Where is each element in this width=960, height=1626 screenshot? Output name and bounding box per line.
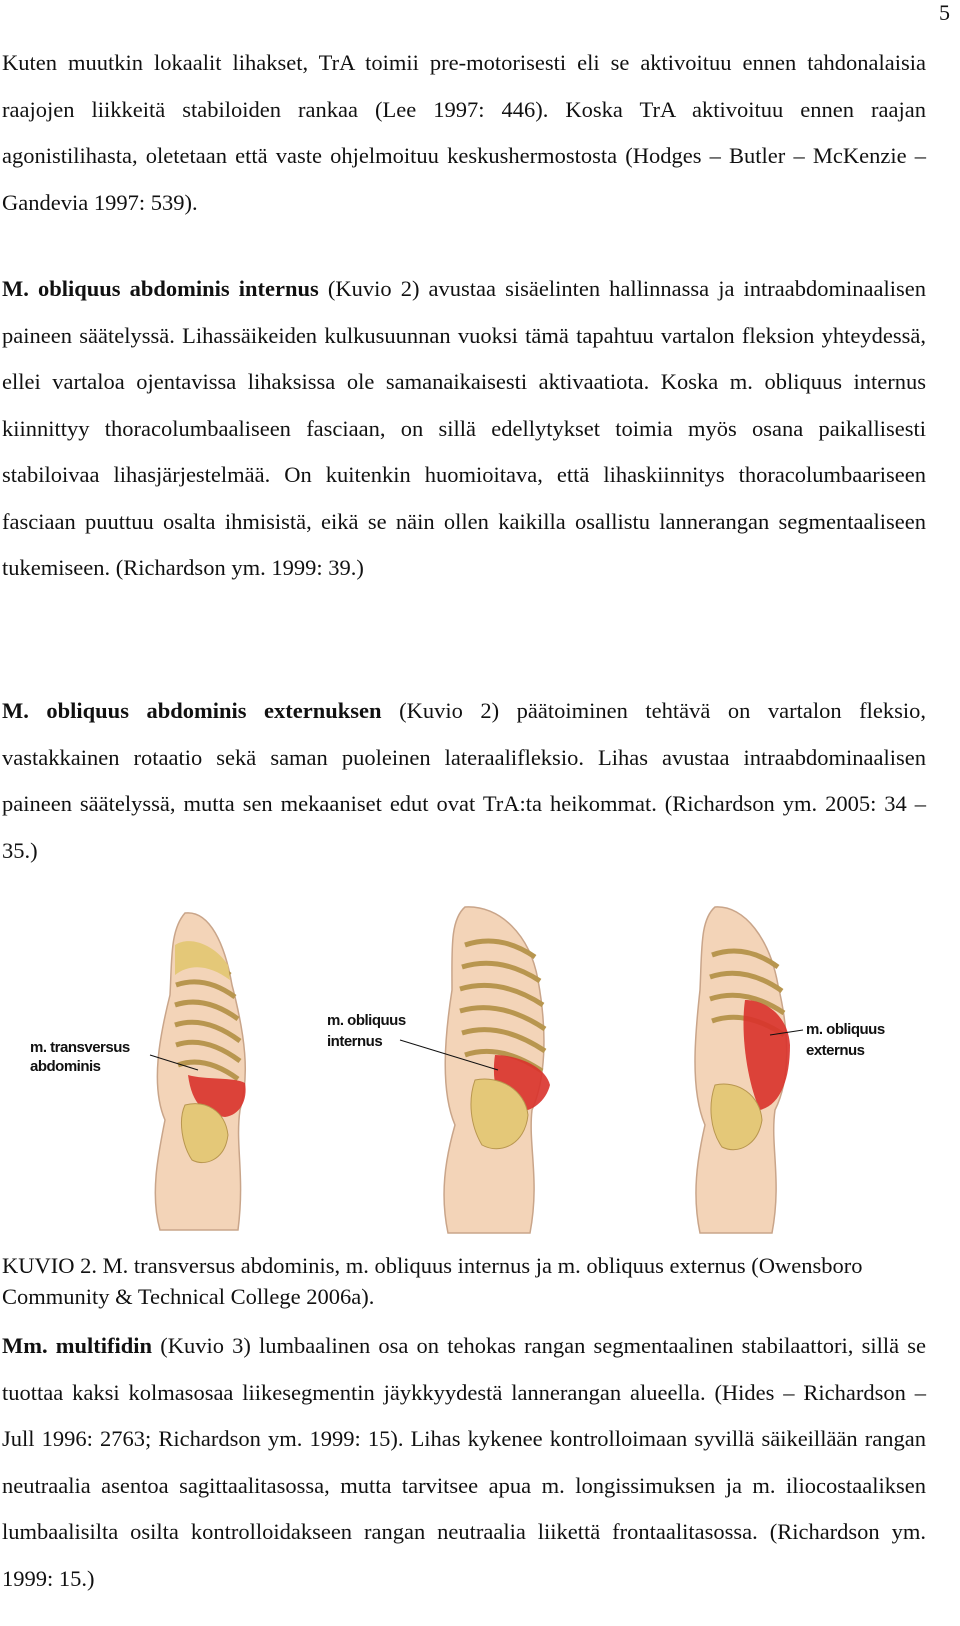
paragraph-text: (Kuvio 3) lumbaalinen osa on tehokas rangan segmentaalinen stabilaattori, sillä se tuottaa kaksi kolmasosaa liikesegmentin jäykkyydestä lannerangan alueella. (Hides – Richardson – Jull 1996: 2763; Richardson ym. 1999: 15). Lihas kykenee kontrolloimaan syvillä säikeillään rangan neutraalia asentoa sagittaalitasossa, mutta tarvitsee apua m. longissimuksen ja m. iliocostaaliksen lumbaalisilta osilta kontrolloidakseen rangan neutraalia liikettä frontaalitasossa. (Richardson ym. 1999: 15.): [2, 1333, 926, 1591]
page-number: 5: [939, 0, 950, 25]
torso-transversus-illustration: [155, 913, 245, 1230]
label-transversus-line1: m. transversus: [30, 1039, 130, 1056]
label-externus-line1: m. obliquus: [806, 1021, 885, 1038]
paragraph-multifidi: [2, 1323, 926, 1602]
figure-abdominal-muscles: [0, 905, 930, 1235]
label-externus-line2: externus: [806, 1042, 865, 1059]
paragraph-obliquus-externus: [2, 688, 926, 874]
paragraph-text: (Kuvio 2) päätoiminen tehtävä on vartalon fleksio, vastakkainen rotaatio sekä saman puoleinen lateraalifleksio. Lihas avustaa intraabdominaalisen paineen säätelyssä, mutta sen mekaaniset edut ovat TrA:ta heikommat. (Richardson ym. 2005: 34 – 35.): [2, 698, 927, 863]
anatomy-illustrations: [0, 905, 930, 1235]
term-obliquus-externus: M. obliquus abdominis externuksen: [2, 698, 382, 723]
paragraph-obliquus-internus: [2, 266, 926, 592]
term-obliquus-internus: M. obliquus abdominis internus: [2, 276, 319, 301]
torso-externus-illustration: [695, 907, 790, 1233]
label-internus-line2: internus: [327, 1033, 383, 1050]
figure-caption: KUVIO 2. M. transversus abdominis, m. obliquus internus ja m. obliquus externus (Owensboro Community & Technical College 2006a).: [2, 1253, 863, 1309]
term-multifidi: Mm. multifidin: [2, 1333, 153, 1358]
paragraph-tra: Kuten muutkin lokaalit lihakset, TrA toimii pre-motorisesti eli se aktivoituu ennen tahdonalaisia raajojen liikkeitä stabiloiden rankaa (Lee 1997: 446). Koska TrA aktivoituu ennen raajan agonistilihasta, oletetaan että vaste ohjelmoituu keskushermostosta (Hodges – Butler – McKenzie – Gandevia 1997: 539).: [2, 50, 926, 215]
paragraph-text: (Kuvio 2) avustaa sisäelinten hallinnassa ja intraabdominaalisen paineen säätelyssä. Lihassäikeiden kulkusuunnan vuoksi tämä tapahtuu vartalon fleksion yhteydessä, ellei vartaloa ojentavissa lihaksissa ole samanaikaisesti aktivaatiota. Koska m. obliquus internus kiinnittyy thoracolumbaaliseen fasciaan, on sillä edellytykset toimia myös osana paikallisesti stabiloivaa lihasjärjestelmää. On kuitenkin huomioitava, että lihaskiinnitys thoracolumbaariseen fasciaan puuttuu osalta ihmisistä, eikä se näin ollen kaikilla osallistu lannerangan segmentaaliseen tukemiseen. (Richardson ym. 1999: 39.): [2, 276, 926, 580]
label-internus-line1: m. obliquus: [327, 1012, 406, 1029]
label-transversus-line2: abdominis: [30, 1058, 101, 1075]
